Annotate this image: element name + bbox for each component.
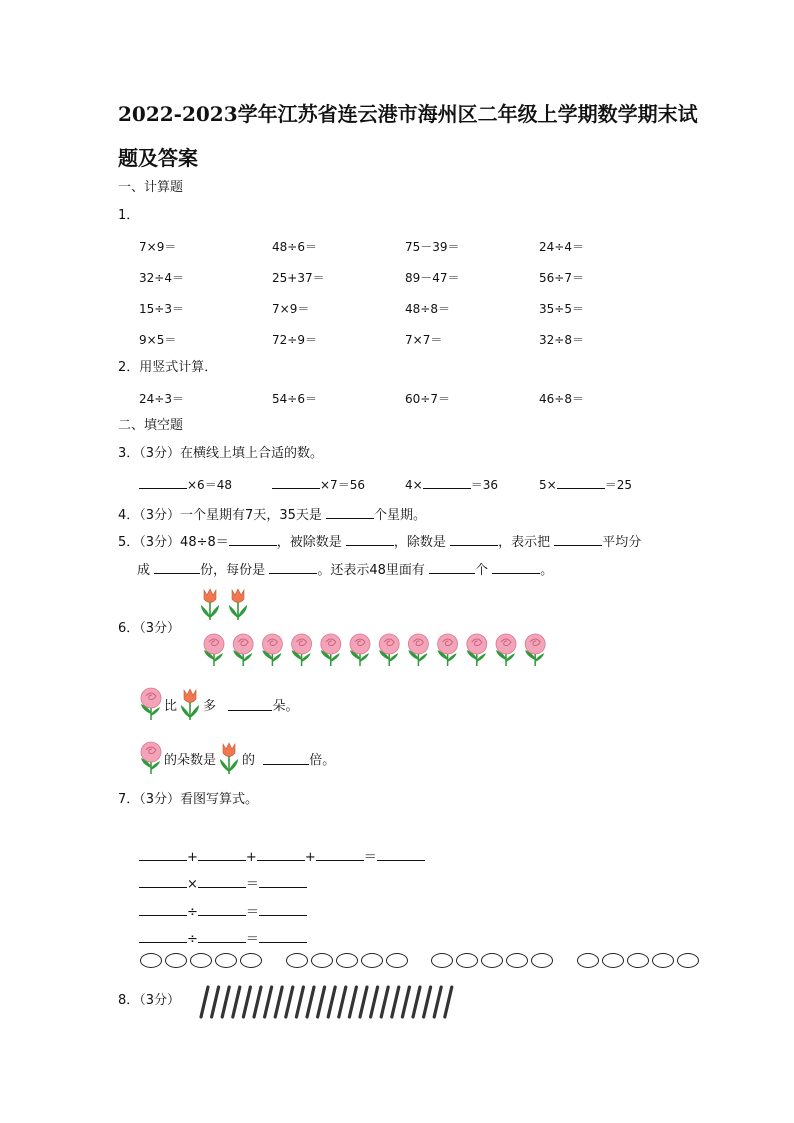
rose-icon — [438, 634, 458, 666]
calc-item: 24÷4＝ — [539, 240, 584, 254]
oval-shape — [456, 953, 478, 968]
calc-item: 7×7＝ — [405, 333, 443, 347]
stick — [307, 987, 314, 1017]
answer-blank[interactable] — [259, 903, 307, 916]
q6-line-2: 的朵数是 的 倍。 — [138, 740, 335, 776]
oval-shape — [652, 953, 674, 968]
answer-blank[interactable] — [198, 848, 246, 861]
q7-addition: + + + ＝ — [139, 846, 425, 865]
tulip-icon — [229, 589, 247, 620]
answer-blank[interactable] — [139, 476, 187, 489]
oval-group — [577, 953, 699, 968]
calc-row — [0, 300, 794, 316]
answer-blank[interactable] — [450, 533, 498, 546]
oval-shape — [361, 953, 383, 968]
oval-group — [140, 953, 262, 968]
stick — [339, 987, 346, 1017]
section-heading-fill: 二、填空题 — [118, 418, 184, 433]
calc-item: 56÷7＝ — [539, 271, 584, 285]
answer-blank[interactable] — [346, 533, 394, 546]
q6-label: 6．（3分） — [118, 621, 181, 636]
oval-shape — [506, 953, 528, 968]
answer-blank[interactable] — [423, 476, 471, 489]
stick — [233, 987, 240, 1017]
rose-icon — [525, 634, 545, 666]
calc-item: 48÷8＝ — [405, 302, 450, 316]
answer-blank[interactable] — [257, 848, 305, 861]
calc-item: 32÷8＝ — [539, 333, 584, 347]
q3-item-3: 4× ＝36 — [405, 478, 498, 492]
rose-icon — [379, 634, 399, 666]
q2-item: 46÷8＝ — [539, 392, 584, 406]
q2-row — [0, 390, 794, 406]
calc-item: 32÷4＝ — [139, 271, 184, 285]
stick — [328, 987, 335, 1017]
rose-icon — [233, 634, 253, 666]
answer-blank[interactable] — [269, 561, 317, 574]
oval-shape — [336, 953, 358, 968]
q6-line-1: 比 多 朵。 — [138, 686, 298, 722]
answer-blank[interactable] — [272, 476, 320, 489]
rose-icon — [138, 740, 164, 776]
answer-blank[interactable] — [316, 848, 364, 861]
calc-item: 7×9＝ — [139, 240, 177, 254]
stick — [371, 987, 378, 1017]
oval-shape — [677, 953, 699, 968]
stick — [275, 987, 282, 1017]
oval-shape — [165, 953, 187, 968]
answer-blank[interactable] — [492, 561, 540, 574]
oval-group — [431, 953, 553, 968]
calc-item: 9×5＝ — [139, 333, 177, 347]
rose-icon — [467, 634, 487, 666]
stick — [360, 987, 367, 1017]
stick — [212, 987, 219, 1017]
rose-icon — [204, 634, 224, 666]
q5-line-2: 成 份，每份是 。还表示48里面有 个 。 — [137, 563, 554, 578]
oval-shape — [531, 953, 553, 968]
stick — [434, 987, 441, 1017]
stick — [254, 987, 261, 1017]
stick — [349, 987, 356, 1017]
answer-blank[interactable] — [139, 903, 187, 916]
oval-group — [286, 953, 408, 968]
answer-blank[interactable] — [228, 698, 272, 711]
answer-blank[interactable] — [139, 875, 187, 888]
stick — [222, 987, 229, 1017]
answer-blank[interactable] — [198, 903, 246, 916]
q5-line-1: 5．（3分）48÷8＝ ，被除数是 ，除数是 ，表示把 平均分 — [118, 535, 642, 550]
calc-item: 25+37＝ — [272, 271, 325, 285]
answer-blank[interactable] — [429, 561, 475, 574]
q3-label: 3．（3分）在横线上填上合适的数。 — [118, 446, 324, 461]
q1-label: 1． — [118, 208, 140, 223]
answer-blank[interactable] — [263, 752, 309, 765]
rose-row — [198, 632, 550, 672]
q3-item-2: ×7＝56 — [272, 476, 365, 493]
q3-item-1: ×6＝48 — [139, 476, 232, 493]
stick — [286, 987, 293, 1017]
answer-blank[interactable] — [154, 561, 200, 574]
section-heading-calc: 一、计算题 — [118, 180, 184, 195]
stick — [402, 987, 409, 1017]
calc-item: 89－47＝ — [405, 271, 460, 285]
stick — [424, 987, 431, 1017]
answer-blank[interactable] — [554, 533, 602, 546]
calc-row — [0, 238, 794, 254]
answer-blank[interactable] — [198, 930, 246, 943]
stick — [381, 987, 388, 1017]
answer-blank[interactable] — [557, 476, 605, 489]
q2-item: 24÷3＝ — [139, 392, 184, 406]
calc-item: 35÷5＝ — [539, 302, 584, 316]
answer-blank[interactable] — [198, 875, 246, 888]
q2-item: 60÷7＝ — [405, 392, 450, 406]
answer-blank[interactable] — [377, 848, 425, 861]
calc-item: 7×9＝ — [272, 302, 310, 316]
rose-icon — [262, 634, 282, 666]
stick — [318, 987, 325, 1017]
oval-shape — [386, 953, 408, 968]
rose-icon — [138, 686, 164, 722]
oval-shape — [481, 953, 503, 968]
oval-shape — [431, 953, 453, 968]
calc-row — [0, 331, 794, 347]
tulip-icon — [177, 686, 203, 722]
answer-blank[interactable] — [259, 930, 307, 943]
calc-row — [0, 269, 794, 285]
tulip-row — [198, 586, 258, 624]
document-title: 2022-2023学年江苏省连云港市海州区二年级上学期数学期末试题及答案 — [118, 102, 698, 170]
oval-shape — [190, 953, 212, 968]
stick — [265, 987, 272, 1017]
oval-shape — [311, 953, 333, 968]
q7-label: 7．（3分）看图写算式。 — [118, 792, 259, 807]
stick-bundle — [198, 985, 464, 1019]
stick — [296, 987, 303, 1017]
answer-blank[interactable] — [259, 875, 307, 888]
rose-icon — [292, 634, 312, 666]
tulip-icon — [201, 589, 219, 620]
stick — [243, 987, 250, 1017]
oval-shape — [215, 953, 237, 968]
rose-icon — [496, 634, 516, 666]
calc-item: 48÷6＝ — [272, 240, 317, 254]
stick — [201, 987, 208, 1017]
oval-shape — [602, 953, 624, 968]
oval-shape — [140, 953, 162, 968]
calc-item: 72÷9＝ — [272, 333, 317, 347]
calc-item: 15÷3＝ — [139, 302, 184, 316]
q7-multiplication: × ＝ — [139, 873, 307, 892]
q8-label: 8．（3分） — [118, 993, 181, 1008]
oval-shape — [240, 953, 262, 968]
tulip-icon — [216, 740, 242, 776]
stick — [392, 987, 399, 1017]
stick — [445, 987, 452, 1017]
oval-shape — [577, 953, 599, 968]
rose-icon — [350, 634, 370, 666]
oval-shape — [286, 953, 308, 968]
q2-item: 54÷6＝ — [272, 392, 317, 406]
stick — [413, 987, 420, 1017]
answer-blank[interactable] — [326, 506, 374, 519]
q7-division-1: ÷ ＝ — [139, 901, 307, 920]
q2-label: 2．用竖式计算． — [118, 360, 218, 375]
calc-item: 75－39＝ — [405, 240, 460, 254]
answer-blank[interactable] — [229, 533, 277, 546]
q7-division-2: ÷ ＝ — [139, 928, 307, 947]
answer-blank[interactable] — [139, 930, 187, 943]
rose-icon — [408, 634, 428, 666]
rose-icon — [321, 634, 341, 666]
q4-line: 4．（3分）一个星期有7天，35天是 个星期。 — [118, 508, 427, 523]
answer-blank[interactable] — [139, 848, 187, 861]
oval-shape — [627, 953, 649, 968]
q3-item-4: 5× ＝25 — [539, 478, 632, 492]
